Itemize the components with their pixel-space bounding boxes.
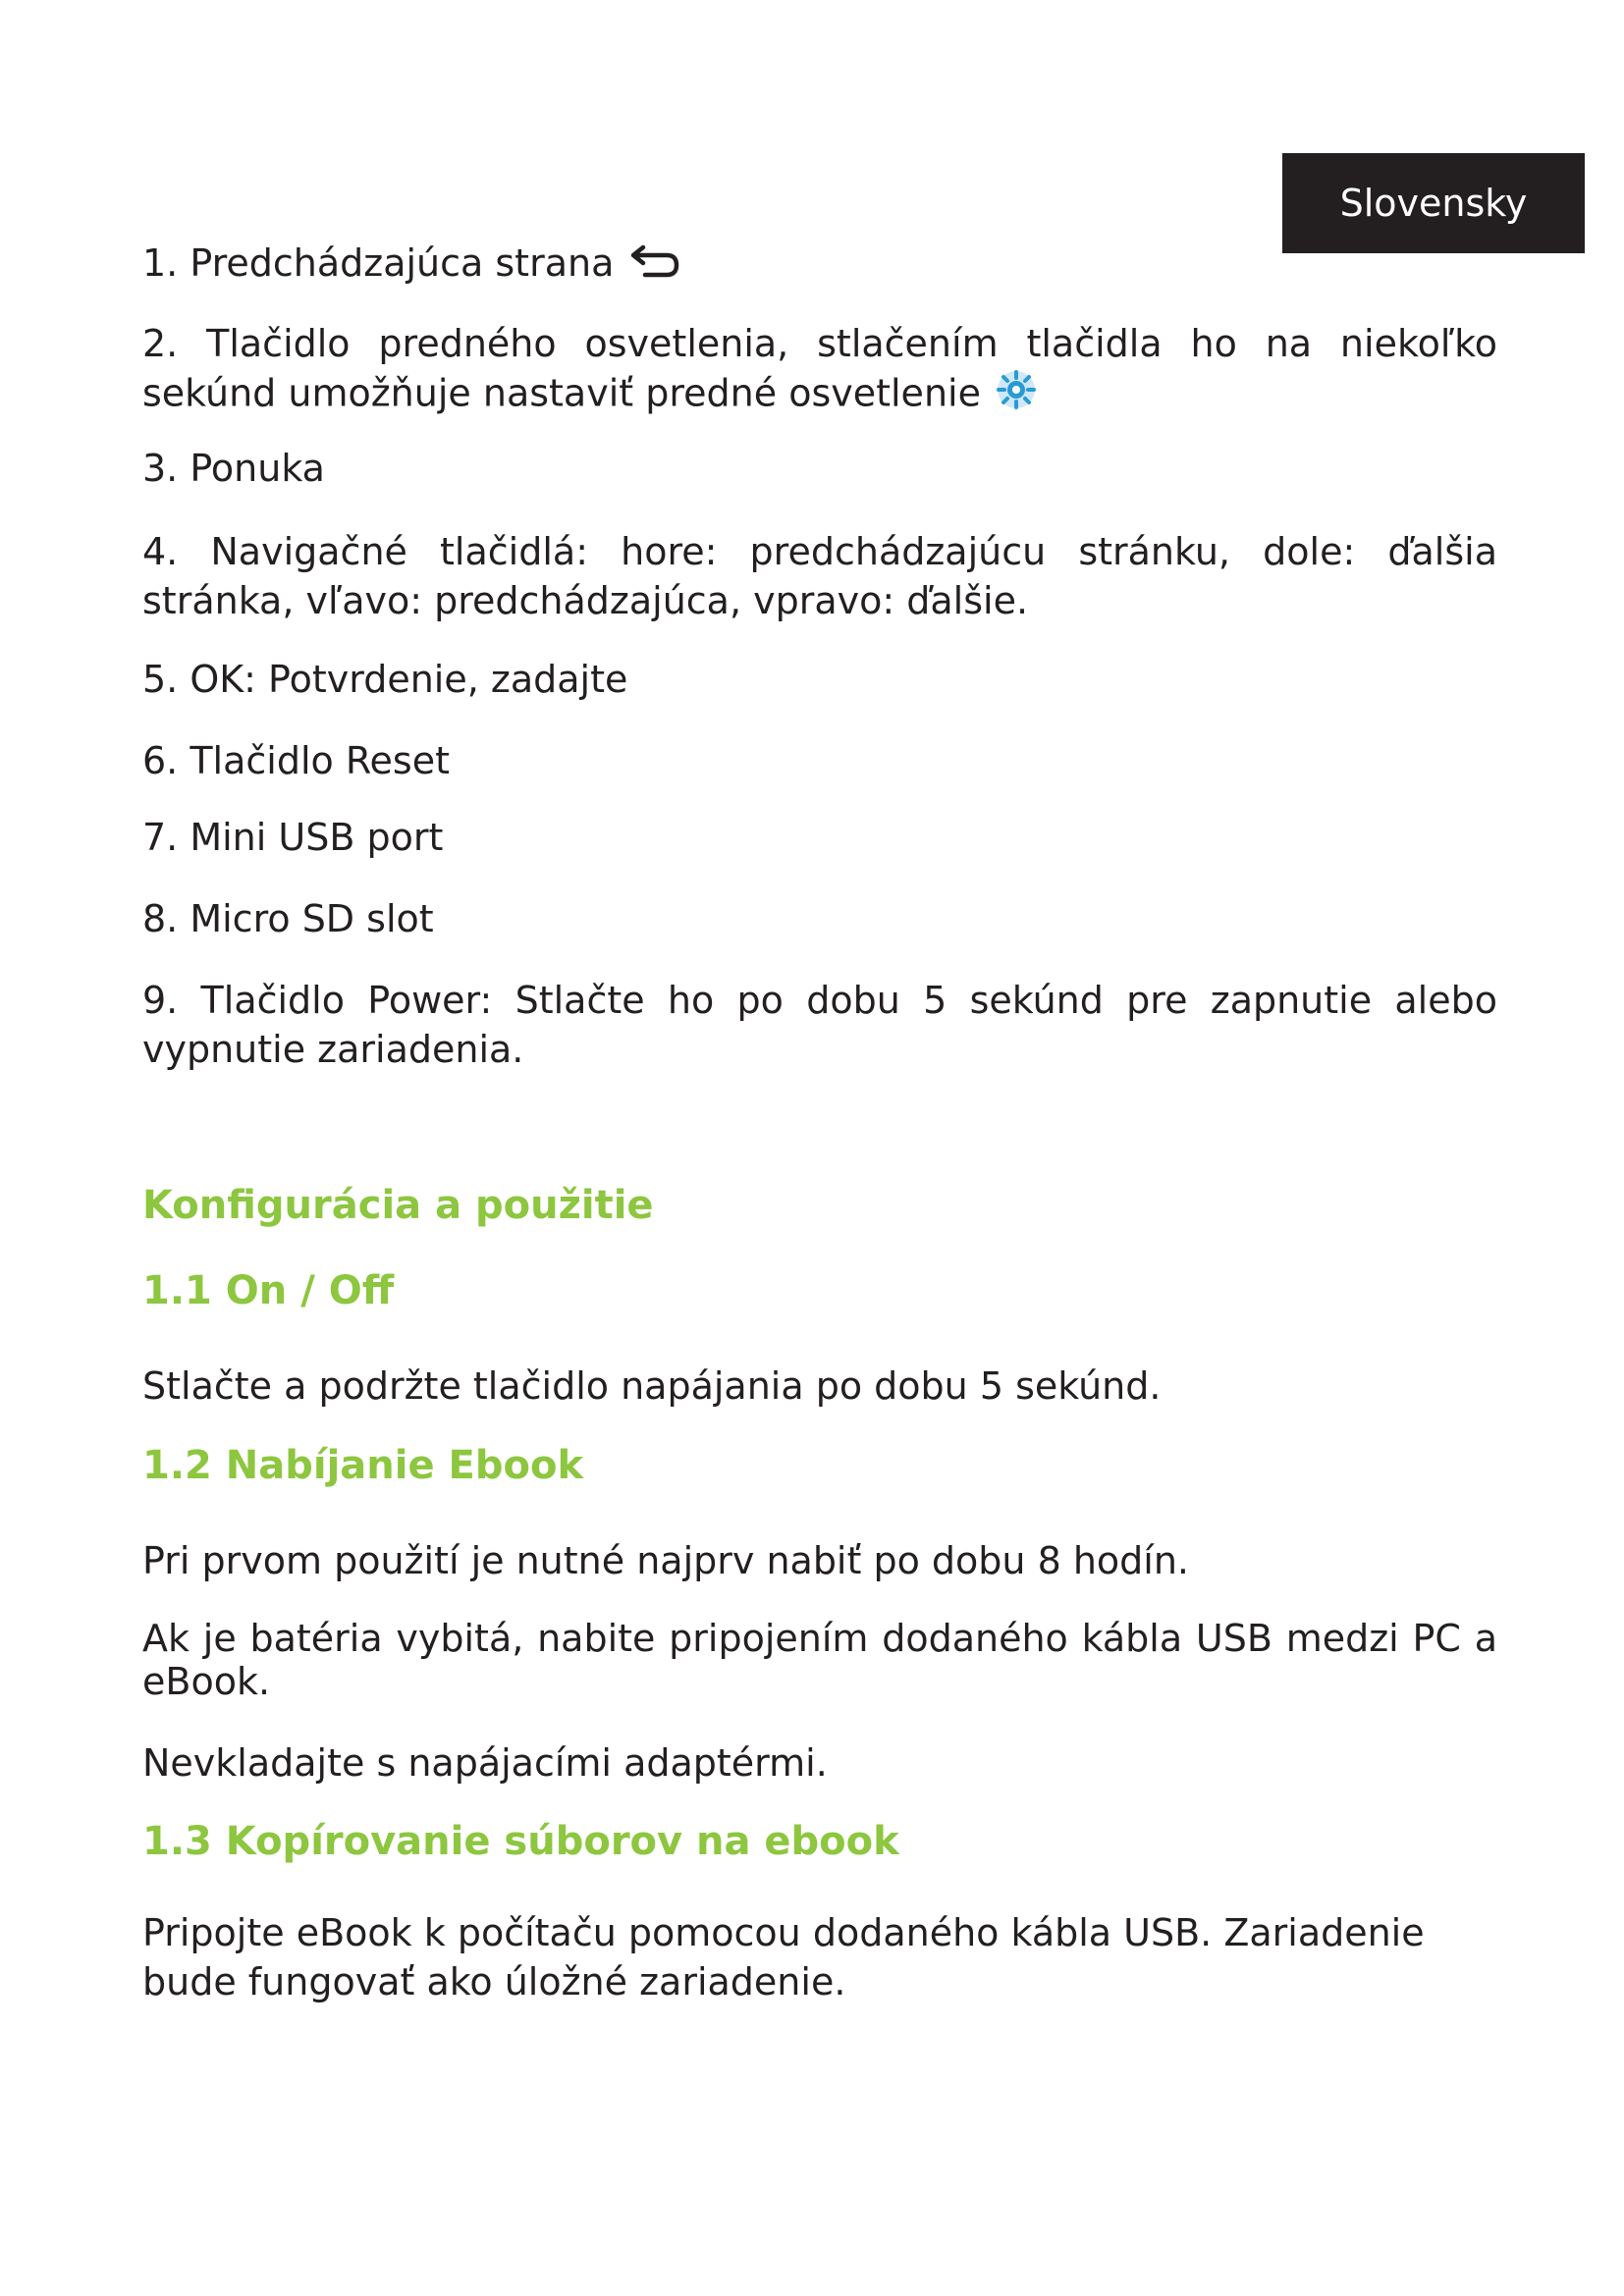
list-item-9: 9. Tlačidlo Power: Stlačte ho po dobu 5 sekúnd pre zapnutie alebo vypnutie zariadenia. [142, 979, 1497, 1071]
list-item-2 [142, 319, 1497, 423]
frontlight-sun-icon [995, 368, 1038, 423]
list-item-1-text: 1. Predchádzajúca strana [142, 241, 615, 285]
list-item-2-text: 2. Tlačidlo predného osvetlenia, stlačením tlačidla ho na niekoľko sekúnd umožňuje nastaviť predné osvetlenie [142, 322, 1497, 415]
heading-1-3: 1.3 Kopírovanie súborov na ebook [142, 1819, 899, 1864]
list-item-7: 7. Mini USB port [142, 816, 444, 859]
list-item-8: 8. Micro SD slot [142, 897, 434, 940]
paragraph-1-2-a: Pri prvom použití je nutné najprv nabiť po dobu 8 hodín. [142, 1539, 1190, 1582]
paragraph-1-2-b: Ak je batéria vybitá, nabite pripojením dodaného kábla USB medzi PC a eBook. [142, 1617, 1497, 1703]
paragraph-1-1: Stlačte a podržte tlačidlo napájania po dobu 5 sekúnd. [142, 1364, 1162, 1408]
heading-1-2: 1.2 Nabíjanie Ebook [142, 1443, 584, 1488]
section-title: Konfigurácia a použitie [142, 1183, 654, 1228]
back-arrow-icon [627, 240, 682, 293]
list-item-3: 3. Ponuka [142, 447, 325, 490]
list-item-1 [142, 239, 1497, 293]
language-tab-label: Slovensky [1339, 182, 1528, 225]
list-item-6: 6. Tlačidlo Reset [142, 739, 450, 782]
list-item-5: 5. OK: Potvrdenie, zadajte [142, 658, 628, 701]
paragraph-1-3: Pripojte eBook k počítaču pomocou dodaného kábla USB. Zariadenie bude fungovať ako úložné zariadenie. [142, 1911, 1425, 2003]
list-item-4: 4. Navigačné tlačidlá: hore: predchádzajúcu stránku, dole: ďalšia stránka, vľavo: predchádzajúca, vpravo: ďalšie. [142, 530, 1497, 622]
heading-1-1: 1.1 On / Off [142, 1268, 395, 1313]
paragraph-1-2-c: Nevkladajte s napájacími adaptérmi. [142, 1741, 828, 1785]
